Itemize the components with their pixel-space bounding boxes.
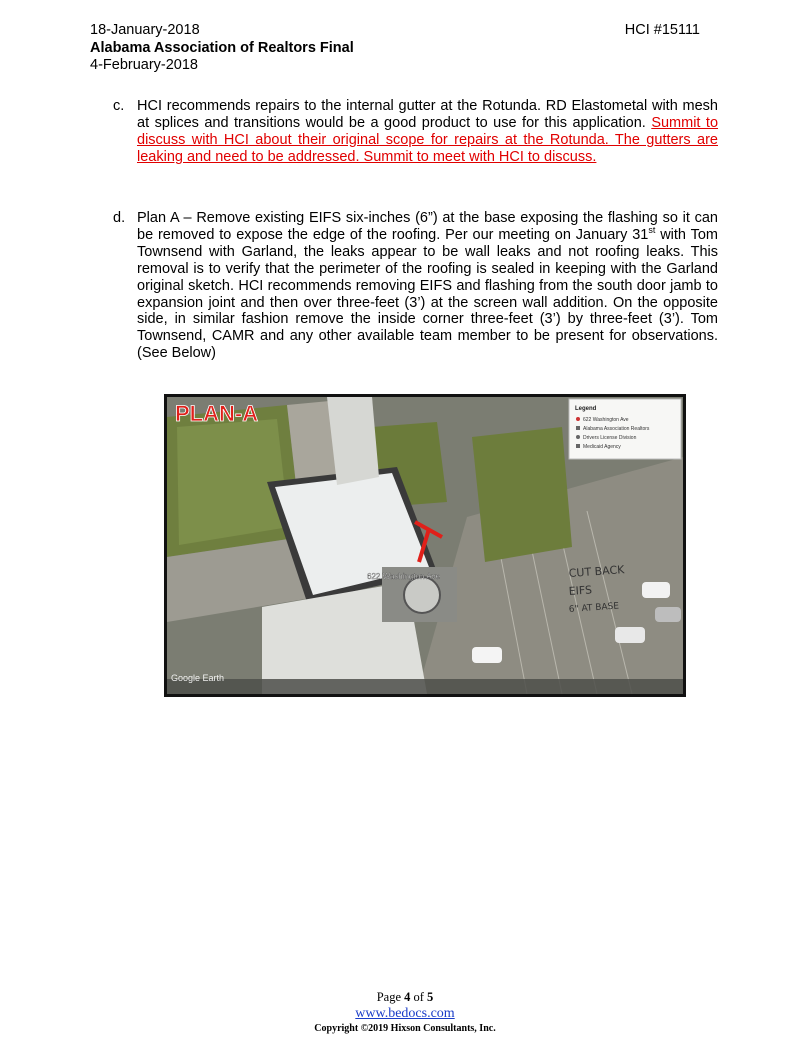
page-of: of	[410, 990, 428, 1004]
car	[615, 627, 645, 643]
header-title: Alabama Association of Realtors Final	[90, 39, 354, 56]
bottom-bar	[167, 679, 683, 694]
car	[655, 607, 681, 622]
handwritten-note-line: EIFS	[568, 583, 593, 598]
list-item-d	[113, 210, 718, 362]
hvac-unit	[404, 577, 440, 613]
car	[642, 582, 670, 598]
page-current: 4	[404, 990, 411, 1004]
handwritten-note-line: 6" AT BASE	[568, 601, 620, 615]
page-number	[0, 990, 810, 1005]
item-letter: c.	[113, 98, 125, 114]
item-letter: d.	[113, 210, 126, 226]
footer-url-link[interactable]: www.bedocs.com	[355, 1006, 455, 1021]
aerial-photo-drawing	[167, 397, 683, 694]
header-date-2: 4-February-2018	[90, 57, 198, 73]
legend-marker	[576, 417, 580, 421]
page-prefix: Page	[376, 990, 405, 1004]
green-roof-right	[472, 427, 572, 562]
item-c-red-note: Summit to discuss with HCI about their original scope for repairs at the Rotunda. The gutters are leaking and need to be addressed. Summit to meet with HCI to discuss.	[137, 114, 719, 165]
document-header	[90, 22, 354, 75]
legend-marker	[576, 426, 580, 430]
handwritten-note-line: CUT BACK	[568, 563, 625, 580]
item-d-text-post: with Tom Townsend with Garland, the leaks appear to be wall leaks and not roofing leaks. This removal is to verify that the perimeter of the roofing is sealed in keeping with the Garland original sketch. HCI recommends removing EIFS and flashing from the south door jamb to expansion joint and then over three-feet (3’) at the screen wall addition. On the opposite side, in similar fashion remove the inside corner three-feet (3’) by three-feet (3’). Tom Townsend, CAMR and any other available team member to be present for observations. (See Below)	[137, 226, 718, 362]
plan-label: PLAN-A	[175, 401, 259, 426]
legend-item: Medicaid Agency	[583, 444, 621, 450]
list-item-c	[113, 98, 718, 166]
header-date: 18-January-2018	[90, 22, 200, 38]
legend-marker	[576, 435, 580, 439]
item-body	[137, 98, 718, 166]
item-d-text-pre: Plan A – Remove existing EIFS six-inches (6”) at the base exposing the flashing so it can be removed to expose the edge of the roofing. Per our meeting on January 31	[137, 210, 718, 243]
ordinal-suffix: st	[648, 225, 656, 236]
google-earth-label: Google Earth	[171, 673, 225, 683]
item-c-text: HCI recommends repairs to the internal gutter at the Rotunda. RD Elastometal with mesh at splices and transitions would be a good product to use for this application.	[137, 98, 718, 131]
footer-copyright: Copyright ©2019 Hixson Consultants, Inc.	[314, 1023, 496, 1034]
address-label: 622 Washington Ave	[367, 572, 440, 581]
header-reference: HCI #15111	[624, 22, 700, 38]
page-total: 5	[427, 990, 434, 1004]
item-body	[137, 210, 718, 362]
legend-marker	[576, 444, 580, 448]
legend-item: Alabama Association Realtors	[583, 426, 650, 432]
legend-title: Legend	[575, 406, 597, 412]
legend-item: 622 Washington Ave	[583, 417, 629, 423]
car	[472, 647, 502, 663]
aerial-photo	[164, 394, 686, 697]
legend-item: Drivers License Division	[583, 435, 637, 441]
